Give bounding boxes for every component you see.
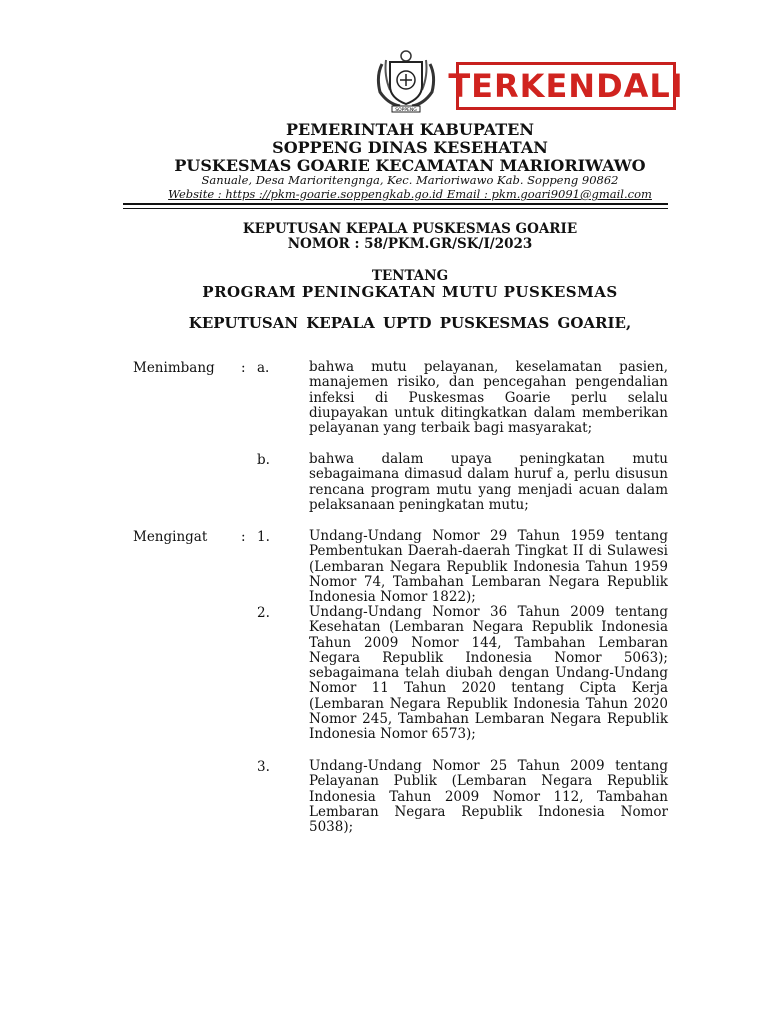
decree-issuer: KEPUTUSAN KEPALA UPTD PUSKESMAS GOARIE, xyxy=(188,314,632,332)
menimbang-item-a-marker: a. xyxy=(257,360,270,376)
header-line-1: PEMERINTAH KABUPATEN xyxy=(286,120,534,139)
header-address: Sanuale, Desa Marioritengnga, Kec. Marioriwawo Kab. Soppeng 90862 xyxy=(201,173,619,187)
letterhead-rule-thin xyxy=(123,208,668,209)
menimbang-item-a-text: bahwa mutu pelayanan, keselamatan pasien, manajemen risiko, dan pencegahan pengendalian infeksi di Puskesmas Goarie perlu selalu diupayakan untuk ditingkatkan dalam memberikan pelayanan yang terbaik bagi masyarakat; xyxy=(309,359,668,437)
mengingat-item-3-text: Undang-Undang Nomor 25 Tahun 2009 tentang Pelayanan Publik (Lembaran Negara Republik Indonesia Tahun 2009 Nomor 112, Tambahan Lembaran Negara Republik Indonesia Nomor 5038); xyxy=(309,758,668,836)
stamp-text: TERKENDALI xyxy=(448,67,684,105)
mengingat-colon: : xyxy=(241,529,246,545)
menimbang-label: Menimbang xyxy=(133,360,215,376)
decree-number: NOMOR : 58/PKM.GR/SK/I/2023 xyxy=(287,236,533,252)
header-line-2: SOPPENG DINAS KESEHATAN xyxy=(272,138,548,157)
logo-ribbon-text: SOPPENG xyxy=(395,108,417,113)
soppeng-coat-of-arms-logo xyxy=(374,46,438,114)
mengingat-item-1-marker: 1. xyxy=(257,529,270,545)
mengingat-item-1-text: Undang-Undang Nomor 29 Tahun 1959 tentang Pembentukan Daerah-daerah Tingkat II di Sulawesi (Lembaran Negara Republik Indonesia Tahun 1959 Nomor 74, Tambahan Lembaran Negara Republik Indonesia Nomor 1822); xyxy=(309,528,668,606)
letterhead-rule-thick xyxy=(123,203,668,205)
mengingat-item-3-marker: 3. xyxy=(257,759,270,775)
terkendali-stamp xyxy=(448,62,684,110)
menimbang-item-b-marker: b. xyxy=(257,452,270,468)
decree-about-label: TENTANG xyxy=(371,268,449,284)
menimbang-item-b-text: bahwa dalam upaya peningkatan mutu sebagaimana dimasud dalam huruf a, perlu disusun rencana program mutu yang menjadi acuan dalam pelaksanaan peningkatan mutu; xyxy=(309,451,668,513)
menimbang-colon: : xyxy=(241,360,246,376)
decree-title: KEPUTUSAN KEPALA PUSKESMAS GOARIE xyxy=(242,221,578,237)
header-line-3: PUSKESMAS GOARIE KECAMATAN MARIORIWAWO xyxy=(174,156,646,175)
mengingat-label: Mengingat xyxy=(133,529,208,545)
mengingat-item-2-text: Undang-Undang Nomor 36 Tahun 2009 tentang Kesehatan (Lembaran Negara Republik Indonesia Tahun 2009 Nomor 144, Tambahan Lembaran Negara Republik Indonesia Nomor 5063); sebagaimana telah diubah dengan Undang-Undang Nomor 11 Tahun 2020 tentang Cipta Kerja (Lembaran Negara Republik Indonesia Tahun 2020 Nomor 245, Tambahan Lembaran Negara Republik Indonesia Nomor 6573); xyxy=(309,604,668,743)
decree-subject: PROGRAM PENINGKATAN MUTU PUSKESMAS xyxy=(202,283,618,301)
header-website-email: Website : https ://pkm-goarie.soppengkab.go.id Email : pkm.goari9091@gmail.com xyxy=(168,187,652,201)
mengingat-item-2-marker: 2. xyxy=(257,605,270,621)
